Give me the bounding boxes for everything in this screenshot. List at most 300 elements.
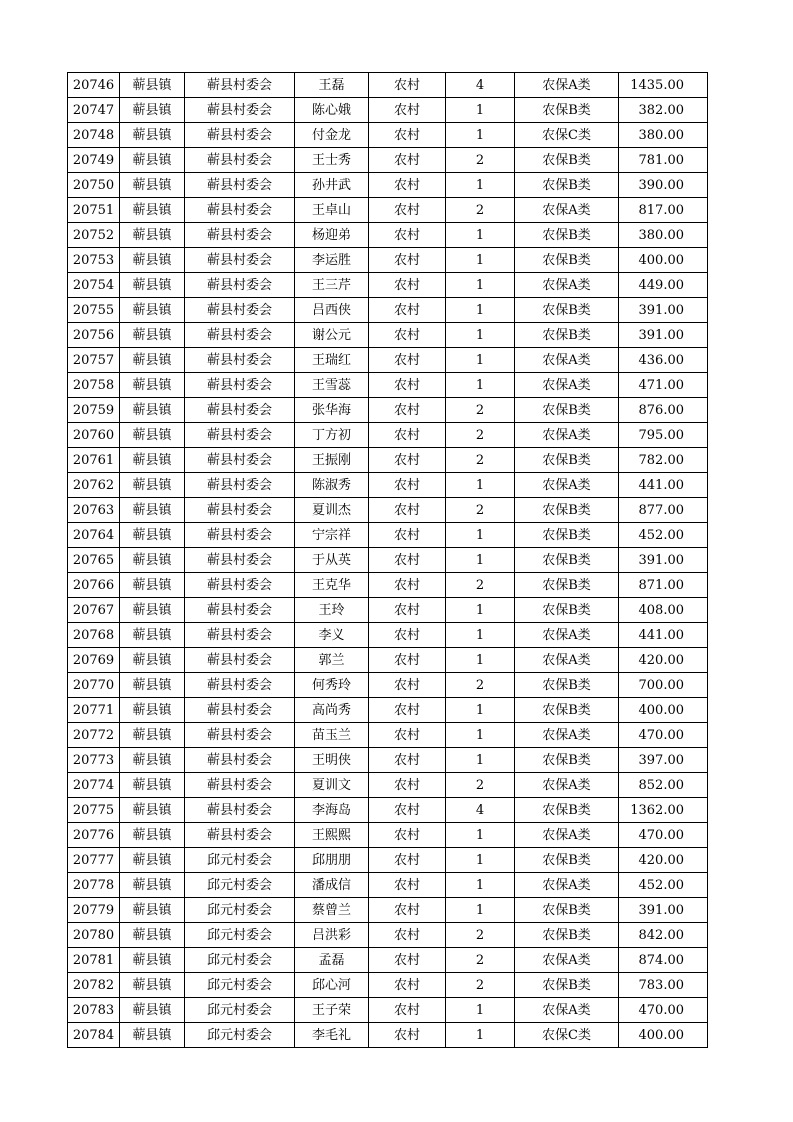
- amount-cell: 420.00: [619, 848, 708, 873]
- household-type-cell: 农村: [369, 723, 446, 748]
- amount-cell: 470.00: [619, 723, 708, 748]
- household-type-cell: 农村: [369, 848, 446, 873]
- village-committee-cell: 蕲县村委会: [185, 348, 295, 373]
- member-count-cell: 1: [446, 823, 515, 848]
- village-committee-cell: 蕲县村委会: [185, 673, 295, 698]
- household-type-cell: 农村: [369, 423, 446, 448]
- name-cell: 付金龙: [295, 123, 369, 148]
- table-row: [68, 73, 708, 98]
- member-count-cell: 4: [446, 73, 515, 98]
- category-cell: 农保C类: [515, 123, 619, 148]
- household-type-cell: 农村: [369, 373, 446, 398]
- town-cell: 蕲县镇: [120, 548, 185, 573]
- category-cell: 农保B类: [515, 598, 619, 623]
- amount-cell: 400.00: [619, 248, 708, 273]
- village-committee-cell: 蕲县村委会: [185, 223, 295, 248]
- table-row: [68, 673, 708, 698]
- member-count-cell: 2: [446, 773, 515, 798]
- town-cell: 蕲县镇: [120, 473, 185, 498]
- town-cell: 蕲县镇: [120, 998, 185, 1023]
- name-cell: 王克华: [295, 573, 369, 598]
- table-row: [68, 998, 708, 1023]
- member-count-cell: 2: [446, 148, 515, 173]
- amount-cell: 452.00: [619, 523, 708, 548]
- name-cell: 李海岛: [295, 798, 369, 823]
- name-cell: 王明侠: [295, 748, 369, 773]
- table-row: [68, 573, 708, 598]
- member-count-cell: 1: [446, 1023, 515, 1048]
- village-committee-cell: 蕲县村委会: [185, 698, 295, 723]
- village-committee-cell: 蕲县村委会: [185, 548, 295, 573]
- amount-cell: 420.00: [619, 648, 708, 673]
- record-id-cell: 20755: [68, 298, 120, 323]
- table-row: [68, 373, 708, 398]
- category-cell: 农保B类: [515, 498, 619, 523]
- town-cell: 蕲县镇: [120, 298, 185, 323]
- name-cell: 于从英: [295, 548, 369, 573]
- table-row: [68, 123, 708, 148]
- amount-cell: 400.00: [619, 1023, 708, 1048]
- record-id-cell: 20753: [68, 248, 120, 273]
- category-cell: 农保A类: [515, 873, 619, 898]
- category-cell: 农保B类: [515, 98, 619, 123]
- town-cell: 蕲县镇: [120, 948, 185, 973]
- record-id-cell: 20774: [68, 773, 120, 798]
- name-cell: 陈心娥: [295, 98, 369, 123]
- name-cell: 宁宗祥: [295, 523, 369, 548]
- table-row: [68, 723, 708, 748]
- record-id-cell: 20766: [68, 573, 120, 598]
- village-committee-cell: 蕲县村委会: [185, 573, 295, 598]
- record-id-cell: 20764: [68, 523, 120, 548]
- category-cell: 农保A类: [515, 948, 619, 973]
- category-cell: 农保B类: [515, 923, 619, 948]
- name-cell: 苗玉兰: [295, 723, 369, 748]
- name-cell: 何秀玲: [295, 673, 369, 698]
- village-committee-cell: 邱元村委会: [185, 848, 295, 873]
- name-cell: 王振刚: [295, 448, 369, 473]
- category-cell: 农保A类: [515, 998, 619, 1023]
- household-type-cell: 农村: [369, 448, 446, 473]
- name-cell: 王熙熙: [295, 823, 369, 848]
- village-committee-cell: 蕲县村委会: [185, 98, 295, 123]
- village-committee-cell: 蕲县村委会: [185, 73, 295, 98]
- record-id-cell: 20775: [68, 798, 120, 823]
- amount-cell: 874.00: [619, 948, 708, 973]
- amount-cell: 390.00: [619, 173, 708, 198]
- member-count-cell: 1: [446, 848, 515, 873]
- table-row: [68, 873, 708, 898]
- amount-cell: 700.00: [619, 673, 708, 698]
- village-committee-cell: 蕲县村委会: [185, 773, 295, 798]
- name-cell: 王磊: [295, 73, 369, 98]
- table-row: [68, 923, 708, 948]
- category-cell: 农保A类: [515, 623, 619, 648]
- town-cell: 蕲县镇: [120, 698, 185, 723]
- record-id-cell: 20779: [68, 898, 120, 923]
- record-id-cell: 20748: [68, 123, 120, 148]
- town-cell: 蕲县镇: [120, 373, 185, 398]
- village-committee-cell: 蕲县村委会: [185, 598, 295, 623]
- table-row: [68, 273, 708, 298]
- category-cell: 农保B类: [515, 798, 619, 823]
- record-id-cell: 20780: [68, 923, 120, 948]
- village-committee-cell: 蕲县村委会: [185, 148, 295, 173]
- town-cell: 蕲县镇: [120, 448, 185, 473]
- town-cell: 蕲县镇: [120, 923, 185, 948]
- town-cell: 蕲县镇: [120, 123, 185, 148]
- town-cell: 蕲县镇: [120, 348, 185, 373]
- household-type-cell: 农村: [369, 873, 446, 898]
- village-committee-cell: 蕲县村委会: [185, 823, 295, 848]
- member-count-cell: 1: [446, 323, 515, 348]
- member-count-cell: 1: [446, 98, 515, 123]
- household-type-cell: 农村: [369, 973, 446, 998]
- category-cell: 农保B类: [515, 748, 619, 773]
- category-cell: 农保A类: [515, 773, 619, 798]
- amount-cell: 391.00: [619, 323, 708, 348]
- table-row: [68, 1023, 708, 1048]
- table-row: [68, 698, 708, 723]
- village-committee-cell: 邱元村委会: [185, 998, 295, 1023]
- town-cell: 蕲县镇: [120, 323, 185, 348]
- village-committee-cell: 蕲县村委会: [185, 323, 295, 348]
- name-cell: 郭兰: [295, 648, 369, 673]
- record-id-cell: 20759: [68, 398, 120, 423]
- table-row: [68, 523, 708, 548]
- member-count-cell: 2: [446, 423, 515, 448]
- member-count-cell: 1: [446, 298, 515, 323]
- household-type-cell: 农村: [369, 348, 446, 373]
- amount-cell: 397.00: [619, 748, 708, 773]
- record-id-cell: 20778: [68, 873, 120, 898]
- town-cell: 蕲县镇: [120, 1023, 185, 1048]
- member-count-cell: 2: [446, 198, 515, 223]
- name-cell: 潘成信: [295, 873, 369, 898]
- village-committee-cell: 邱元村委会: [185, 973, 295, 998]
- table-row: [68, 423, 708, 448]
- table-row: [68, 148, 708, 173]
- household-type-cell: 农村: [369, 748, 446, 773]
- village-committee-cell: 蕲县村委会: [185, 123, 295, 148]
- amount-cell: 842.00: [619, 923, 708, 948]
- table-row: [68, 473, 708, 498]
- town-cell: 蕲县镇: [120, 673, 185, 698]
- town-cell: 蕲县镇: [120, 498, 185, 523]
- town-cell: 蕲县镇: [120, 723, 185, 748]
- town-cell: 蕲县镇: [120, 823, 185, 848]
- member-count-cell: 1: [446, 123, 515, 148]
- member-count-cell: 1: [446, 998, 515, 1023]
- category-cell: 农保A类: [515, 198, 619, 223]
- town-cell: 蕲县镇: [120, 273, 185, 298]
- name-cell: 李运胜: [295, 248, 369, 273]
- table-row: [68, 898, 708, 923]
- table-row: [68, 748, 708, 773]
- category-cell: 农保A类: [515, 373, 619, 398]
- village-committee-cell: 蕲县村委会: [185, 798, 295, 823]
- name-cell: 高尚秀: [295, 698, 369, 723]
- town-cell: 蕲县镇: [120, 173, 185, 198]
- village-committee-cell: 蕲县村委会: [185, 273, 295, 298]
- category-cell: 农保A类: [515, 73, 619, 98]
- name-cell: 吕西侠: [295, 298, 369, 323]
- amount-cell: 391.00: [619, 898, 708, 923]
- name-cell: 王士秀: [295, 148, 369, 173]
- table-row: [68, 973, 708, 998]
- town-cell: 蕲县镇: [120, 848, 185, 873]
- village-committee-cell: 邱元村委会: [185, 873, 295, 898]
- table-row: [68, 448, 708, 473]
- household-type-cell: 农村: [369, 498, 446, 523]
- name-cell: 邱心河: [295, 973, 369, 998]
- household-type-cell: 农村: [369, 548, 446, 573]
- member-count-cell: 1: [446, 873, 515, 898]
- amount-cell: 795.00: [619, 423, 708, 448]
- table-row: [68, 348, 708, 373]
- household-type-cell: 农村: [369, 623, 446, 648]
- name-cell: 陈淑秀: [295, 473, 369, 498]
- member-count-cell: 1: [446, 698, 515, 723]
- record-id-cell: 20763: [68, 498, 120, 523]
- record-id-cell: 20769: [68, 648, 120, 673]
- record-id-cell: 20747: [68, 98, 120, 123]
- member-count-cell: 2: [446, 973, 515, 998]
- amount-cell: 382.00: [619, 98, 708, 123]
- village-committee-cell: 邱元村委会: [185, 948, 295, 973]
- table-row: [68, 598, 708, 623]
- amount-cell: 452.00: [619, 873, 708, 898]
- household-type-cell: 农村: [369, 948, 446, 973]
- category-cell: 农保B类: [515, 548, 619, 573]
- household-type-cell: 农村: [369, 698, 446, 723]
- amount-cell: 470.00: [619, 998, 708, 1023]
- amount-cell: 782.00: [619, 448, 708, 473]
- table-row: [68, 623, 708, 648]
- table-row: [68, 298, 708, 323]
- member-count-cell: 1: [446, 348, 515, 373]
- household-type-cell: 农村: [369, 398, 446, 423]
- town-cell: 蕲县镇: [120, 748, 185, 773]
- village-committee-cell: 蕲县村委会: [185, 298, 295, 323]
- town-cell: 蕲县镇: [120, 773, 185, 798]
- name-cell: 夏训杰: [295, 498, 369, 523]
- name-cell: 王雪蕊: [295, 373, 369, 398]
- record-id-cell: 20777: [68, 848, 120, 873]
- household-type-cell: 农村: [369, 673, 446, 698]
- village-committee-cell: 蕲县村委会: [185, 723, 295, 748]
- table-row: [68, 323, 708, 348]
- amount-cell: 380.00: [619, 123, 708, 148]
- amount-cell: 817.00: [619, 198, 708, 223]
- town-cell: 蕲县镇: [120, 198, 185, 223]
- village-committee-cell: 邱元村委会: [185, 923, 295, 948]
- record-id-cell: 20767: [68, 598, 120, 623]
- record-id-cell: 20756: [68, 323, 120, 348]
- name-cell: 张华海: [295, 398, 369, 423]
- record-id-cell: 20782: [68, 973, 120, 998]
- table-row: [68, 223, 708, 248]
- amount-cell: 436.00: [619, 348, 708, 373]
- category-cell: 农保B类: [515, 298, 619, 323]
- record-id-cell: 20772: [68, 723, 120, 748]
- amount-cell: 1435.00: [619, 73, 708, 98]
- record-id-cell: 20784: [68, 1023, 120, 1048]
- household-type-cell: 农村: [369, 798, 446, 823]
- household-type-cell: 农村: [369, 648, 446, 673]
- record-id-cell: 20768: [68, 623, 120, 648]
- table-row: [68, 173, 708, 198]
- member-count-cell: 1: [446, 898, 515, 923]
- member-count-cell: 4: [446, 798, 515, 823]
- village-committee-cell: 邱元村委会: [185, 1023, 295, 1048]
- household-type-cell: 农村: [369, 898, 446, 923]
- household-type-cell: 农村: [369, 273, 446, 298]
- town-cell: 蕲县镇: [120, 398, 185, 423]
- name-cell: 孟磊: [295, 948, 369, 973]
- household-type-cell: 农村: [369, 123, 446, 148]
- category-cell: 农保B类: [515, 148, 619, 173]
- record-id-cell: 20765: [68, 548, 120, 573]
- town-cell: 蕲县镇: [120, 648, 185, 673]
- record-id-cell: 20754: [68, 273, 120, 298]
- category-cell: 农保B类: [515, 898, 619, 923]
- household-type-cell: 农村: [369, 998, 446, 1023]
- member-count-cell: 1: [446, 373, 515, 398]
- category-cell: 农保C类: [515, 1023, 619, 1048]
- household-type-cell: 农村: [369, 198, 446, 223]
- record-id-cell: 20776: [68, 823, 120, 848]
- category-cell: 农保B类: [515, 248, 619, 273]
- amount-cell: 380.00: [619, 223, 708, 248]
- table-row: [68, 948, 708, 973]
- amount-cell: 877.00: [619, 498, 708, 523]
- name-cell: 王瑞红: [295, 348, 369, 373]
- amount-cell: 441.00: [619, 623, 708, 648]
- member-count-cell: 1: [446, 473, 515, 498]
- household-type-cell: 农村: [369, 148, 446, 173]
- category-cell: 农保A类: [515, 273, 619, 298]
- name-cell: 邱朋朋: [295, 848, 369, 873]
- member-count-cell: 1: [446, 748, 515, 773]
- household-type-cell: 农村: [369, 98, 446, 123]
- name-cell: 李义: [295, 623, 369, 648]
- category-cell: 农保A类: [515, 473, 619, 498]
- member-count-cell: 1: [446, 623, 515, 648]
- name-cell: 李毛礼: [295, 1023, 369, 1048]
- household-type-cell: 农村: [369, 823, 446, 848]
- category-cell: 农保A类: [515, 723, 619, 748]
- member-count-cell: 1: [446, 248, 515, 273]
- name-cell: 夏训文: [295, 773, 369, 798]
- record-id-cell: 20773: [68, 748, 120, 773]
- category-cell: 农保B类: [515, 323, 619, 348]
- town-cell: 蕲县镇: [120, 423, 185, 448]
- member-count-cell: 1: [446, 173, 515, 198]
- village-committee-cell: 邱元村委会: [185, 898, 295, 923]
- amount-cell: 876.00: [619, 398, 708, 423]
- name-cell: 杨迎弟: [295, 223, 369, 248]
- category-cell: 农保B类: [515, 573, 619, 598]
- name-cell: 丁方初: [295, 423, 369, 448]
- village-committee-cell: 蕲县村委会: [185, 398, 295, 423]
- household-type-cell: 农村: [369, 523, 446, 548]
- town-cell: 蕲县镇: [120, 523, 185, 548]
- record-id-cell: 20770: [68, 673, 120, 698]
- town-cell: 蕲县镇: [120, 98, 185, 123]
- village-committee-cell: 蕲县村委会: [185, 498, 295, 523]
- name-cell: 孙井武: [295, 173, 369, 198]
- village-committee-cell: 蕲县村委会: [185, 198, 295, 223]
- town-cell: 蕲县镇: [120, 73, 185, 98]
- village-committee-cell: 蕲县村委会: [185, 523, 295, 548]
- member-count-cell: 2: [446, 673, 515, 698]
- table-row: [68, 848, 708, 873]
- amount-cell: 391.00: [619, 298, 708, 323]
- table-row: [68, 98, 708, 123]
- category-cell: 农保B类: [515, 673, 619, 698]
- amount-cell: 852.00: [619, 773, 708, 798]
- amount-cell: 441.00: [619, 473, 708, 498]
- table-row: [68, 548, 708, 573]
- member-count-cell: 2: [446, 398, 515, 423]
- category-cell: 农保B类: [515, 848, 619, 873]
- category-cell: 农保A类: [515, 648, 619, 673]
- village-committee-cell: 蕲县村委会: [185, 748, 295, 773]
- record-id-cell: 20781: [68, 948, 120, 973]
- village-committee-cell: 蕲县村委会: [185, 423, 295, 448]
- table-row: [68, 798, 708, 823]
- table-row: [68, 648, 708, 673]
- amount-cell: 391.00: [619, 548, 708, 573]
- household-type-cell: 农村: [369, 1023, 446, 1048]
- member-count-cell: 1: [446, 548, 515, 573]
- amount-cell: 783.00: [619, 973, 708, 998]
- household-type-cell: 农村: [369, 773, 446, 798]
- records-table: [67, 72, 708, 1048]
- amount-cell: 1362.00: [619, 798, 708, 823]
- member-count-cell: 2: [446, 923, 515, 948]
- record-id-cell: 20783: [68, 998, 120, 1023]
- member-count-cell: 1: [446, 598, 515, 623]
- table-body: [68, 73, 708, 1048]
- member-count-cell: 1: [446, 223, 515, 248]
- member-count-cell: 2: [446, 448, 515, 473]
- name-cell: 王卓山: [295, 198, 369, 223]
- table-row: [68, 198, 708, 223]
- table-row: [68, 773, 708, 798]
- town-cell: 蕲县镇: [120, 623, 185, 648]
- category-cell: 农保B类: [515, 698, 619, 723]
- town-cell: 蕲县镇: [120, 873, 185, 898]
- table-row: [68, 823, 708, 848]
- village-committee-cell: 蕲县村委会: [185, 448, 295, 473]
- name-cell: 吕洪彩: [295, 923, 369, 948]
- village-committee-cell: 蕲县村委会: [185, 248, 295, 273]
- town-cell: 蕲县镇: [120, 898, 185, 923]
- record-id-cell: 20752: [68, 223, 120, 248]
- town-cell: 蕲县镇: [120, 148, 185, 173]
- household-type-cell: 农村: [369, 323, 446, 348]
- record-id-cell: 20749: [68, 148, 120, 173]
- household-type-cell: 农村: [369, 598, 446, 623]
- town-cell: 蕲县镇: [120, 798, 185, 823]
- record-id-cell: 20762: [68, 473, 120, 498]
- town-cell: 蕲县镇: [120, 223, 185, 248]
- table-row: [68, 398, 708, 423]
- name-cell: 王子荣: [295, 998, 369, 1023]
- town-cell: 蕲县镇: [120, 598, 185, 623]
